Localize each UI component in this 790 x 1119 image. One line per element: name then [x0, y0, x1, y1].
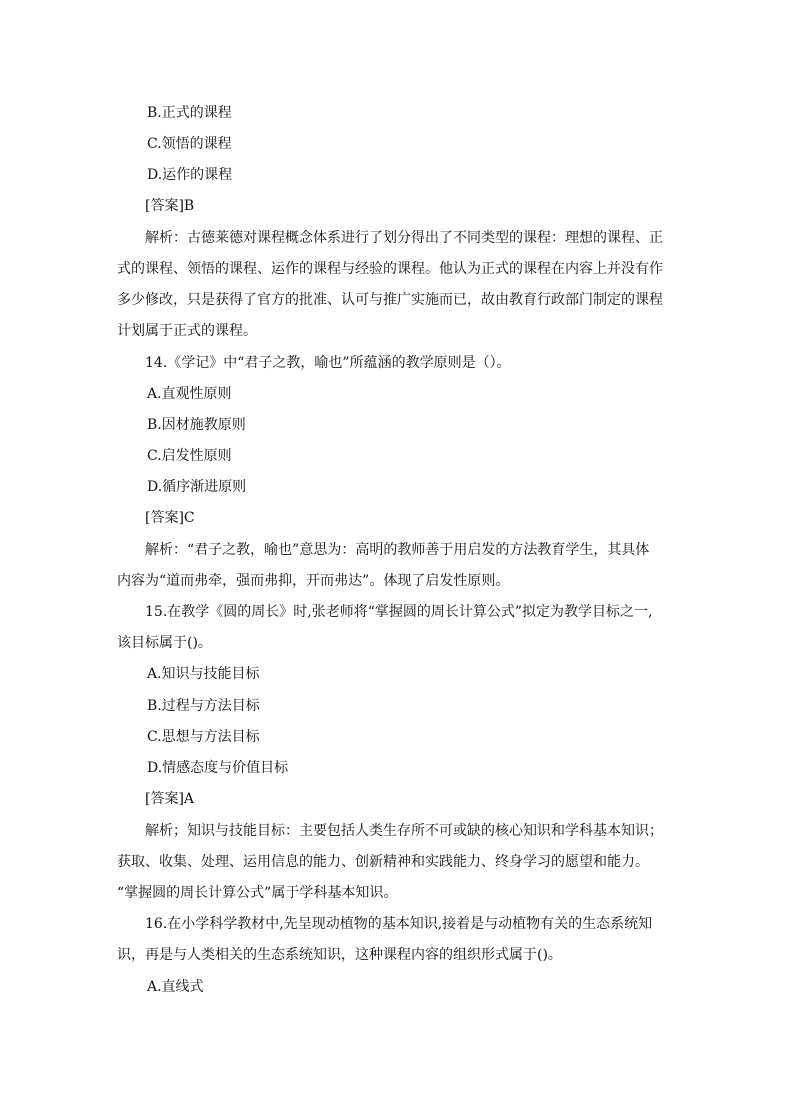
explanation-q13-line3: 多少修改，只是获得了官方的批准、认可与推广实施而已，故由教育行政部门制定的课程	[117, 292, 663, 308]
option-a-q16: A.直线式	[147, 979, 204, 995]
option-c-q15: C.思想与方法目标	[147, 729, 260, 745]
explanation-q13-line2: 式的课程、领悟的课程、运作的课程与经验的课程。他认为正式的课程在内容上并没有作	[117, 261, 663, 277]
option-c-q14: C.启发性原则	[147, 448, 232, 464]
explanation-q15-line2: 获取、收集、处理、运用信息的能力、创新精神和实践能力、终身学习的愿望和能力。	[117, 854, 649, 870]
option-b-q14: B.因材施教原则	[147, 417, 246, 433]
explanation-q15-line3: “掌握圆的周长计算公式”属于学科基本知识。	[117, 885, 398, 901]
question-14: 14.《学记》中“君子之教，喻也”所蕴涵的教学原则是（）。	[145, 355, 511, 371]
question-16-line2: 识，再是与人类相关的生态系统知识，这种课程内容的组织形式属于()。	[117, 947, 562, 963]
explanation-q13-line4: 计划属于正式的课程。	[117, 323, 257, 339]
option-b-q13: B.正式的课程	[147, 105, 232, 121]
answer-q15: [答案]A	[145, 791, 195, 807]
explanation-q13-line1: 解析：古德莱德对课程概念体系进行了划分得出了不同类型的课程：理想的课程、正	[145, 230, 663, 246]
option-a-q14: A.直观性原则	[147, 386, 232, 402]
option-d-q14: D.循序渐进原则	[147, 479, 247, 495]
explanation-q15-line1: 解析；知识与技能目标：主要包括人类生存所不可或缺的核心知识和学科基本知识；	[145, 823, 663, 839]
option-b-q15: B.过程与方法目标	[147, 698, 260, 714]
answer-q13: [答案]B	[145, 198, 195, 214]
question-15-line2: 该目标属于()。	[117, 635, 212, 651]
question-16-line1: 16.在小学科学教材中,先呈现动植物的基本知识,接着是与动植物有关的生态系统知	[145, 916, 653, 932]
explanation-q14-line2: 内容为“道而弗牵，强而弗抑，开而弗达”。体现了启发性原则。	[117, 573, 510, 589]
option-c-q13: C.领悟的课程	[147, 136, 232, 152]
option-d-q13: D.运作的课程	[147, 167, 233, 183]
explanation-q14-line1: 解析：“君子之教，喻也”意思为：高明的教师善于用启发的方法教育学生，其具体	[145, 542, 650, 558]
option-d-q15: D.情感态度与价值目标	[147, 760, 289, 776]
answer-q14: [答案]C	[145, 510, 195, 526]
option-a-q15: A.知识与技能目标	[147, 666, 260, 682]
question-15-line1: 15.在教学《圆的周长》时,张老师将“掌握圆的周长计算公式”拟定为教学目标之一,	[145, 604, 653, 620]
